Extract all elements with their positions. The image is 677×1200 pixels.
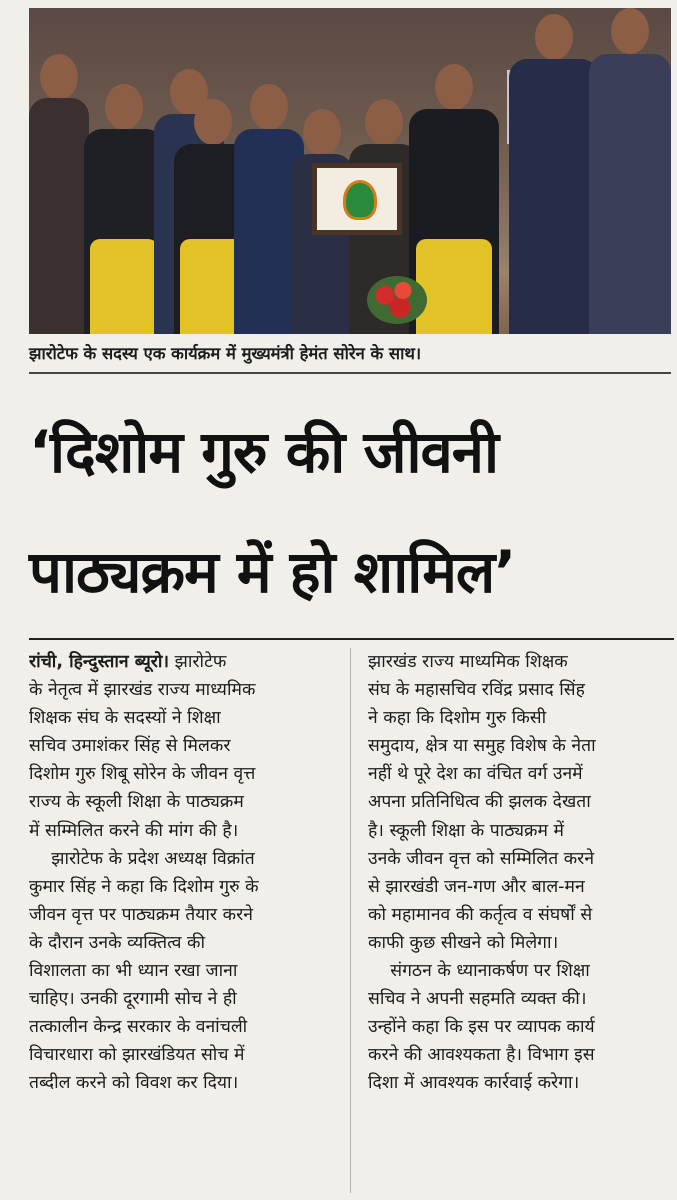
article-line: को महामानव की कर्तृत्व व संघर्षों से (368, 904, 593, 925)
article-line: शिक्षक संघ के सदस्यों ने शिक्षा (29, 708, 221, 729)
article-line: तब्दील करने को विवश कर दिया। (29, 1073, 239, 1094)
article-line: सचिव उमाशंकर सिंह से मिलकर (29, 736, 231, 757)
article-line: में सम्मिलित करने की मांग की है। (29, 820, 239, 841)
headline-divider (29, 638, 674, 640)
flower-bouquet (367, 276, 427, 324)
article-line: तत्कालीन केन्द्र सरकार के वनांचली (29, 1017, 248, 1038)
article-column-left (29, 648, 336, 1098)
article-line: ने कहा कि दिशोम गुरु किसी (368, 708, 547, 729)
article-line: राज्य के स्कूली शिक्षा के पाठ्यक्रम (29, 792, 244, 813)
article-line: सचिव ने अपनी सहमति व्यक्त की। (368, 989, 587, 1010)
article-line: से झारखंडी जन-गण और बाल-मन (368, 876, 585, 897)
person-figure (84, 84, 164, 334)
article-line: संघ के महासचिव रविंद्र प्रसाद सिंह (368, 680, 585, 701)
article-line: करने की आवश्यकता है। विभाग इस (368, 1045, 595, 1066)
column-divider (350, 648, 351, 1193)
news-photo (29, 8, 671, 334)
emblem-icon (343, 180, 377, 220)
article-line: उनके जीवन वृत्त को सम्मिलित करने (368, 848, 595, 869)
article-line: संगठन के ध्यानाकर्षण पर शिक्षा (368, 961, 590, 982)
article-line: के नेतृत्व में झारखंड राज्य माध्यमिक (29, 680, 256, 701)
article-line: नहीं थे पूरे देश का वंचित वर्ग उनमें (368, 764, 583, 785)
article-line: जीवन वृत्त पर पाठ्यक्रम तैयार करने (29, 904, 253, 925)
headline-line-1: ‘दिशोम गुरु की जीवनी (29, 418, 498, 486)
headline-line-2: पाठ्यक्रम में हो शामिल’ (29, 538, 516, 606)
person-figure (509, 14, 599, 334)
framed-memento (312, 163, 402, 235)
article-line: दिशोम गुरु शिबू सोरेन के जीवन वृत्त (29, 764, 256, 785)
person-figure (589, 8, 671, 334)
article-column-right (368, 648, 675, 1098)
article-line: कुमार सिंह ने कहा कि दिशोम गुरु के (29, 876, 259, 897)
person-figure (29, 54, 89, 334)
article-line: विशालता का भी ध्यान रखा जाना (29, 961, 238, 982)
article-line-text: झारोटेफ (169, 652, 227, 672)
article-line (29, 648, 336, 676)
dateline: रांची, हिन्दुस्तान ब्यूरो। (29, 652, 170, 672)
article-line: समुदाय, क्षेत्र या समुह विशेष के नेता (368, 736, 596, 757)
article-line: है। स्कूली शिक्षा के पाठ्यक्रम में (368, 820, 564, 841)
article-line: झारखंड राज्य माध्यमिक शिक्षक (368, 652, 568, 672)
headline (29, 392, 674, 632)
article-line: काफी कुछ सीखने को मिलेगा। (368, 932, 559, 953)
article-line: झारोटेफ के प्रदेश अध्यक्ष विक्रांत (29, 848, 255, 869)
article-line: उन्होंने कहा कि इस पर व्यापक कार्य (368, 1017, 595, 1038)
article-line: अपना प्रतिनिधित्व की झलक देखता (368, 792, 591, 813)
photo-caption: झारोटेफ के सदस्य एक कार्यक्रम में मुख्यमंत्री हेमंत सोरेन के साथ। (29, 342, 671, 374)
article-line: चाहिए। उनकी दूरगामी सोच ने ही (29, 989, 237, 1010)
article-line: विचारधारा को झारखंडियत सोच में (29, 1045, 245, 1066)
article-line: के दौरान उनके व्यक्तित्व की (29, 932, 206, 953)
article-line: दिशा में आवश्यक कार्रवाई करेगा। (368, 1073, 580, 1094)
